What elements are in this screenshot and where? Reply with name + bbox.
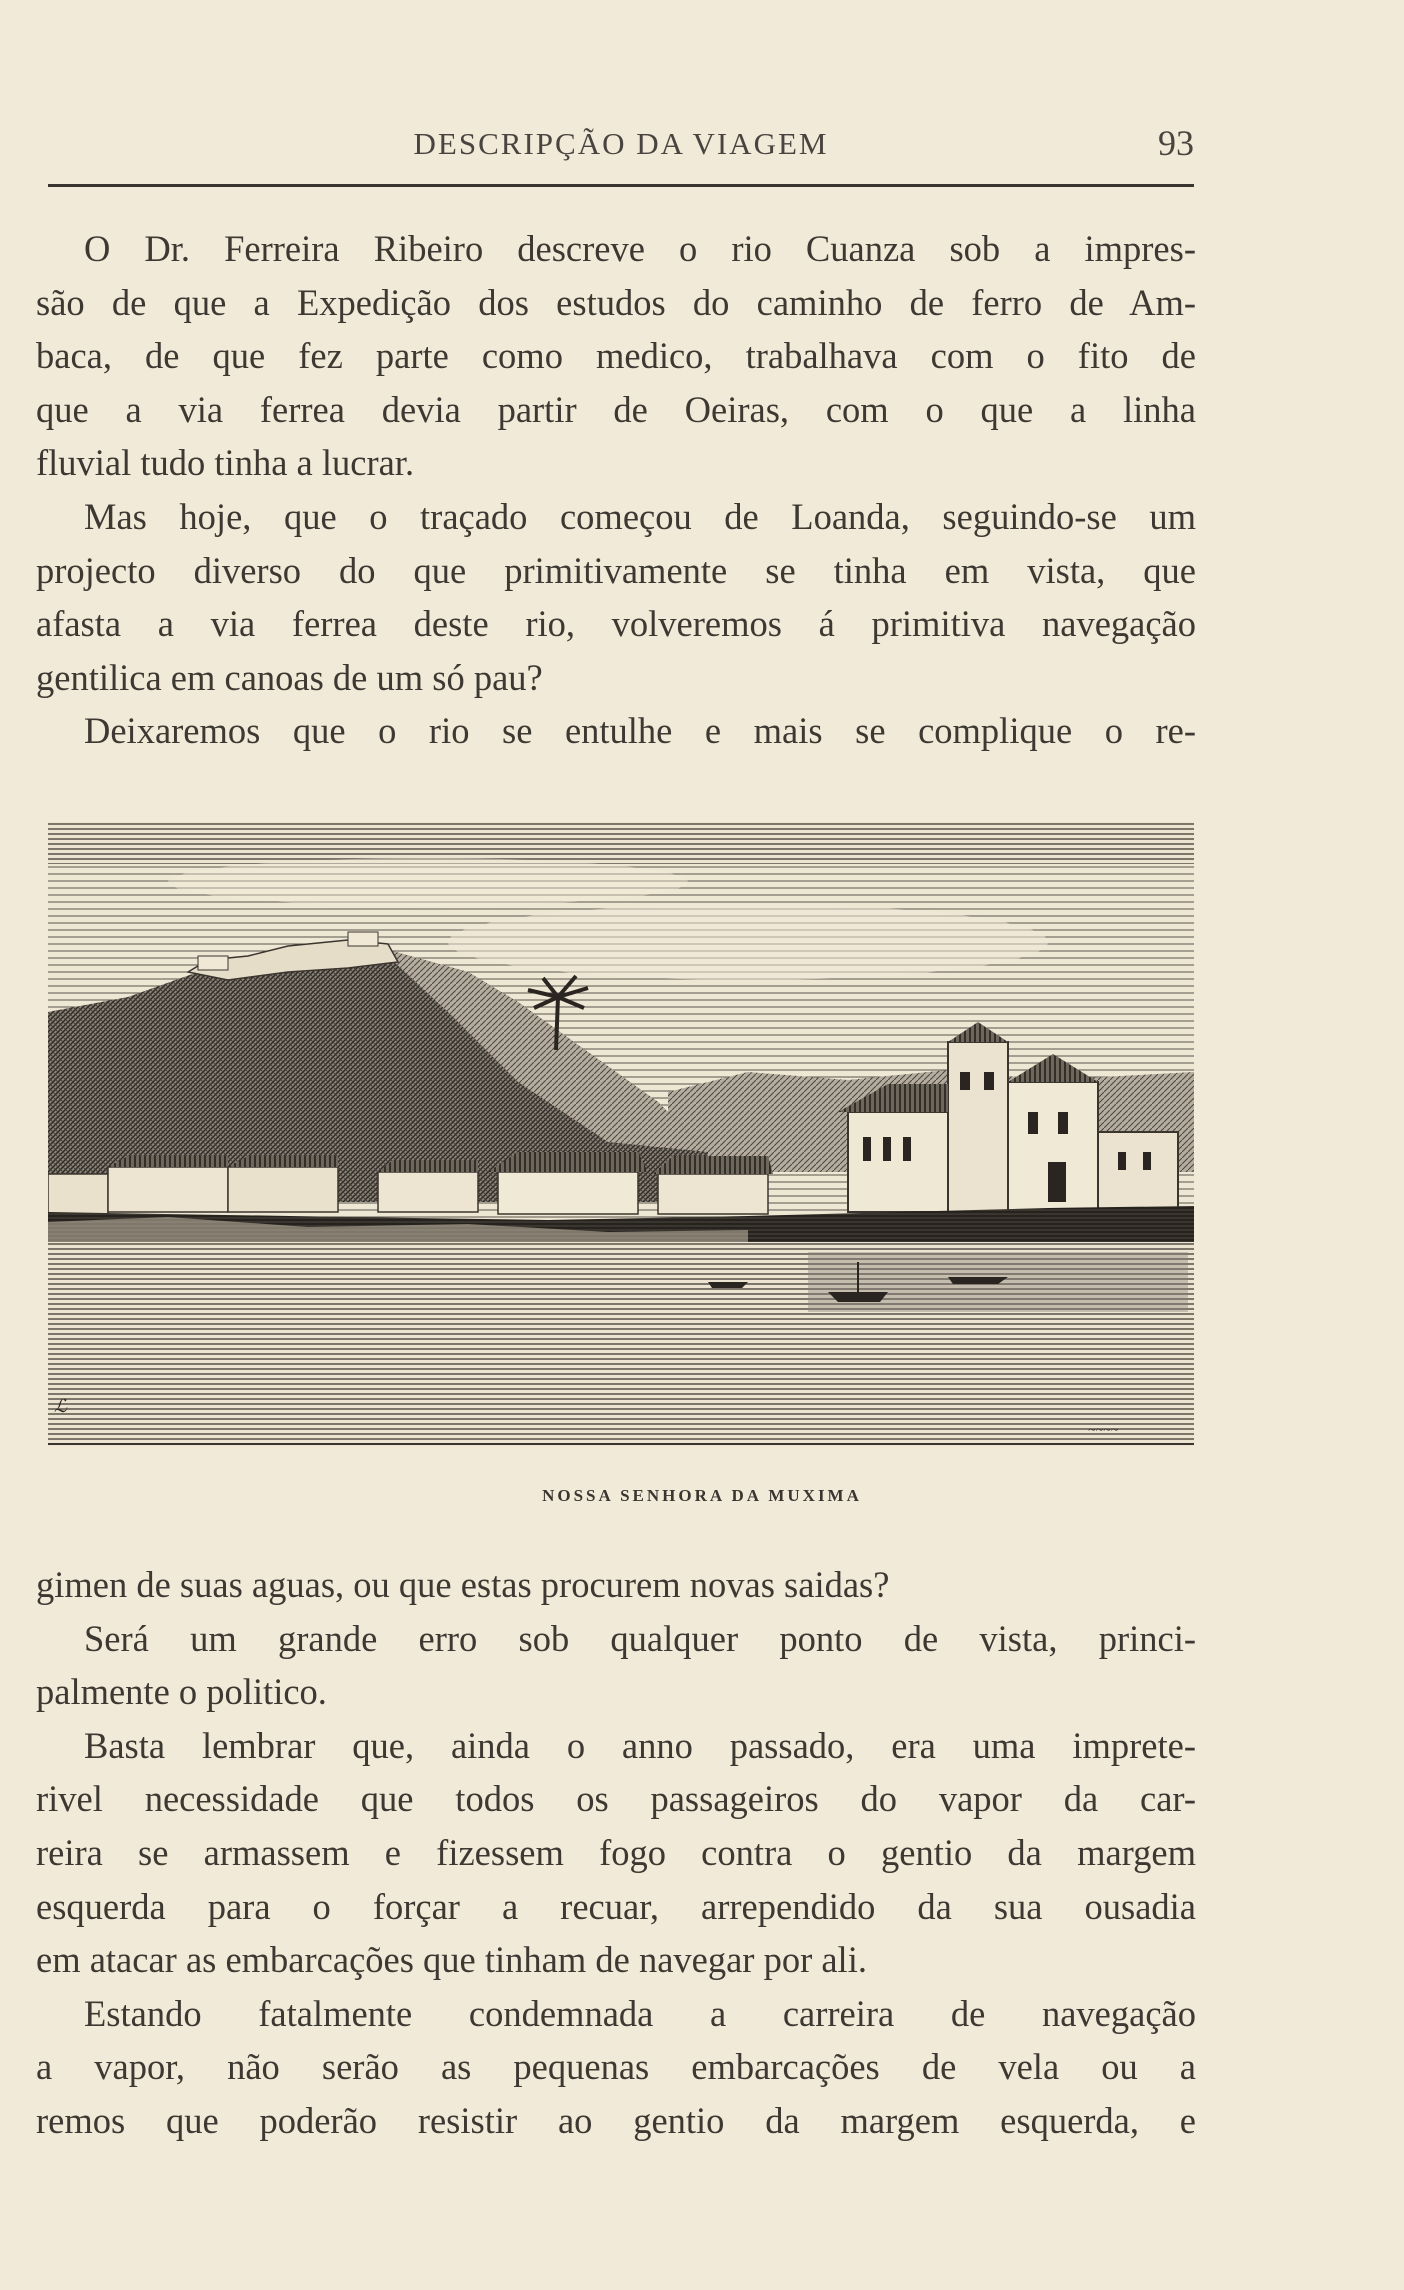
text-line: rivel necessidade que todos os passageiros do vapor da car- — [36, 1778, 1196, 1820]
text-line: reira se armassem e fizessem fogo contra o gentio da margem — [36, 1831, 1196, 1873]
text-line: Mas hoje, que o traçado começou de Loanda, seguindo-se um — [84, 495, 1196, 537]
engraving-illustration — [48, 822, 1194, 1446]
text-line: em atacar as embarcações que tinham de navegar por ali. — [36, 1939, 867, 1981]
engraving-figure — [48, 822, 1194, 1446]
body-text-after-figure — [36, 1558, 1196, 2148]
text-line: gimen de suas aguas, ou que estas procurem novas saidas? — [36, 1564, 890, 1605]
text-line: gentilica em canoas de um só pau? — [36, 656, 543, 698]
text-line: baca, de que fez parte como medico, trabalhava com o fito de — [36, 335, 1196, 377]
header-rule — [48, 184, 1194, 187]
text-line: Deixaremos que o rio se entulhe e mais se complique o re- — [84, 710, 1196, 752]
text-line: afasta a via ferrea deste rio, volveremos á primitiva navegação — [36, 603, 1196, 645]
text-line: palmente o politico. — [36, 1671, 327, 1713]
text-line: fluvial tudo tinha a lucrar. — [36, 442, 415, 484]
text-line: são de que a Expedição dos estudos do caminho de ferro de Am- — [36, 281, 1196, 323]
running-title: DESCRIPÇÃO DA VIAGEM — [413, 126, 829, 161]
text-line: Basta lembrar que, ainda o anno passado, era uma imprete- — [84, 1724, 1196, 1766]
text-line: remos que poderão resistir ao gentio da margem esquerda, e — [36, 2099, 1196, 2141]
text-line: projecto diverso do que primitivamente se tinha em vista, que — [36, 549, 1196, 591]
text-line: Será um grande erro sob qualquer ponto de vista, princi- — [84, 1617, 1196, 1659]
engraver-mark-left: ℒ — [54, 1396, 67, 1416]
page-number: 93 — [1158, 123, 1194, 163]
page-header — [48, 118, 1194, 174]
text-line: que a via ferrea devia partir de Oeiras, com o que a linha — [36, 388, 1196, 430]
engraver-mark-right: ~~~~ — [1088, 1423, 1119, 1438]
text-line: Estando fatalmente condemnada a carreira de navegação — [84, 1992, 1196, 2034]
text-line: O Dr. Ferreira Ribeiro descreve o rio Cuanza sob a impres- — [84, 228, 1196, 269]
text-line: a vapor, não serão as pequenas embarcações de vela ou a — [36, 2046, 1196, 2088]
text-line: esquerda para o forçar a recuar, arrependido da sua ousadia — [36, 1885, 1196, 1927]
figure-caption: NOSSA SENHORA DA MUXIMA — [542, 1486, 862, 1505]
body-text-before-figure — [36, 222, 1196, 758]
